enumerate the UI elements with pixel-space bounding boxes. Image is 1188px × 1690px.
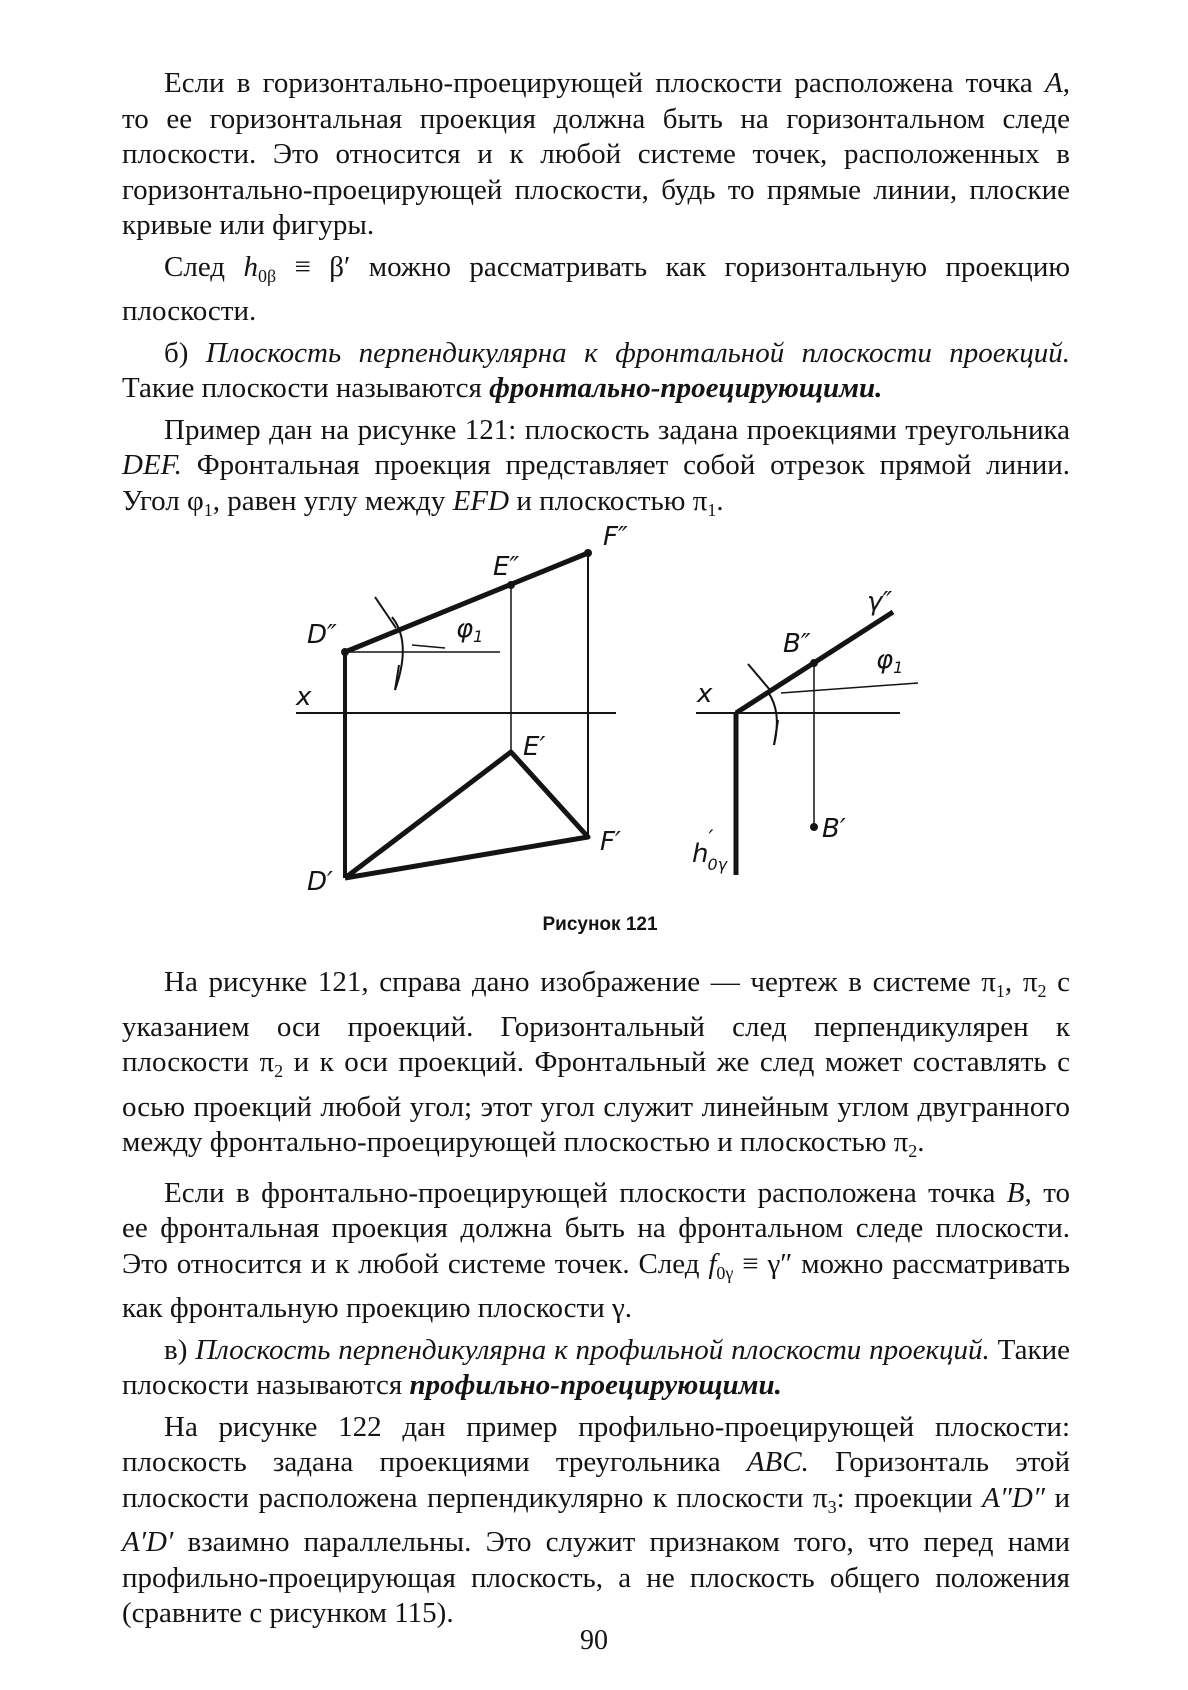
point-B1 xyxy=(811,824,818,831)
figure-left-drawing xyxy=(296,550,616,879)
paragraph-p1: Если в горизонтально-проецирующей плоскости расположена точка A, то ее горизонтальная проекция должна быть на горизонтальном следе плоскости. Это относится и к любой системе точек, расположенных в горизонтально-проецирующей плоскости, будь то прямые линии, плоские кривые или фигуры. xyxy=(122,67,1070,241)
label-D2: D″ xyxy=(307,620,337,650)
paragraph-p2: След $h_{0\beta} \equiv \beta'$ можно рассматривать как горизонтальную проекцию плоскости. xyxy=(122,250,1071,327)
angle-arrow-right-top xyxy=(748,664,770,690)
paragraph-p3: б) Плоскость перпендикулярна к фронтальной плоскости проекций. Такие плоскости называются фронтально-проецирующими. xyxy=(122,336,1070,404)
paragraph-p7: в) Плоскость перпендикулярна к профильной плоскости проекций. Такие плоскости называются профильно-проецирующими. xyxy=(122,1333,1070,1401)
paragraph-p8: На рисунке 122 дан пример профильно-проецирующей плоскости: плоскость задана проекциями треугольника ABC. Горизонталь этой плоскости расположена перпендикулярно к плоскости $\pi_3$: проекции A″D″ и A′D′ взаимно параллельны. Это служит признаком того, что перед нами профильно-проецирующая плоскость, а не плоскость общего положения (сравните с рисунком 115). xyxy=(122,1410,1070,1629)
text-block-bottom xyxy=(122,965,1070,1632)
label-F2: F″ xyxy=(603,522,628,552)
paragraph-p6: Если в фронтально-проецирующей плоскости расположена точка B, то ее фронтальная проекция должна быть на фронтальном следе плоскости. Это относится и к любой системе точек. След $f_{0\gamma} \equiv \gamma''$ можно рассматривать как фронтальную проекцию плоскости γ. xyxy=(122,1176,1070,1324)
angle-arrow-left-top xyxy=(375,597,396,628)
page-number: 90 xyxy=(580,1625,608,1656)
figure-right-labels xyxy=(692,587,903,874)
angle-reference-line-right xyxy=(781,683,918,693)
label-E1: E′ xyxy=(523,732,546,762)
horizontal-triangle-DEF xyxy=(345,752,588,878)
label-h0y: h′ 0γ xyxy=(692,827,728,874)
label-phi1-right: φ1 xyxy=(876,645,904,677)
paragraph-p4: Пример дан на рисунке 121: плоскость задана проекциями треугольника DEF. Фронтальная проекция представляет собой отрезок прямой линии. Угол $\varphi_1$, равен углу между EFD и плоскостью $\pi_1$. xyxy=(122,413,1070,520)
label-B2: B″ xyxy=(783,629,811,659)
label-E2: E″ xyxy=(493,552,520,582)
label-B1: B′ xyxy=(822,814,846,844)
leader-phi1-left xyxy=(412,645,445,648)
point-E2 xyxy=(508,582,515,589)
point-F2 xyxy=(585,550,592,557)
figure-caption: Рисунок 121 xyxy=(542,914,658,935)
label-F1: F′ xyxy=(600,827,621,857)
point-B2 xyxy=(811,660,818,667)
label-phi1-left: φ1 xyxy=(456,614,484,646)
label-gamma2: γ″ xyxy=(867,587,893,617)
label-D1: D′ xyxy=(307,867,333,897)
point-D2 xyxy=(342,649,349,656)
label-x-left: x xyxy=(296,682,312,712)
label-x-right: x xyxy=(697,679,713,709)
paragraph-p5: На рисунке 121, справа дано изображение — чертеж в системе $\pi_1$, $\pi_2$ с указанием оси проекций. Горизонтальный след перпендикулярен к плоскости $\pi_2$ и к оси проекций. Фронтальный же след может составлять с осью проекций любой угол; этот угол служит линейным углом двугранного между фронтально-проецирующей плоскостью и плоскостью $\pi_2$. xyxy=(122,966,1070,1161)
